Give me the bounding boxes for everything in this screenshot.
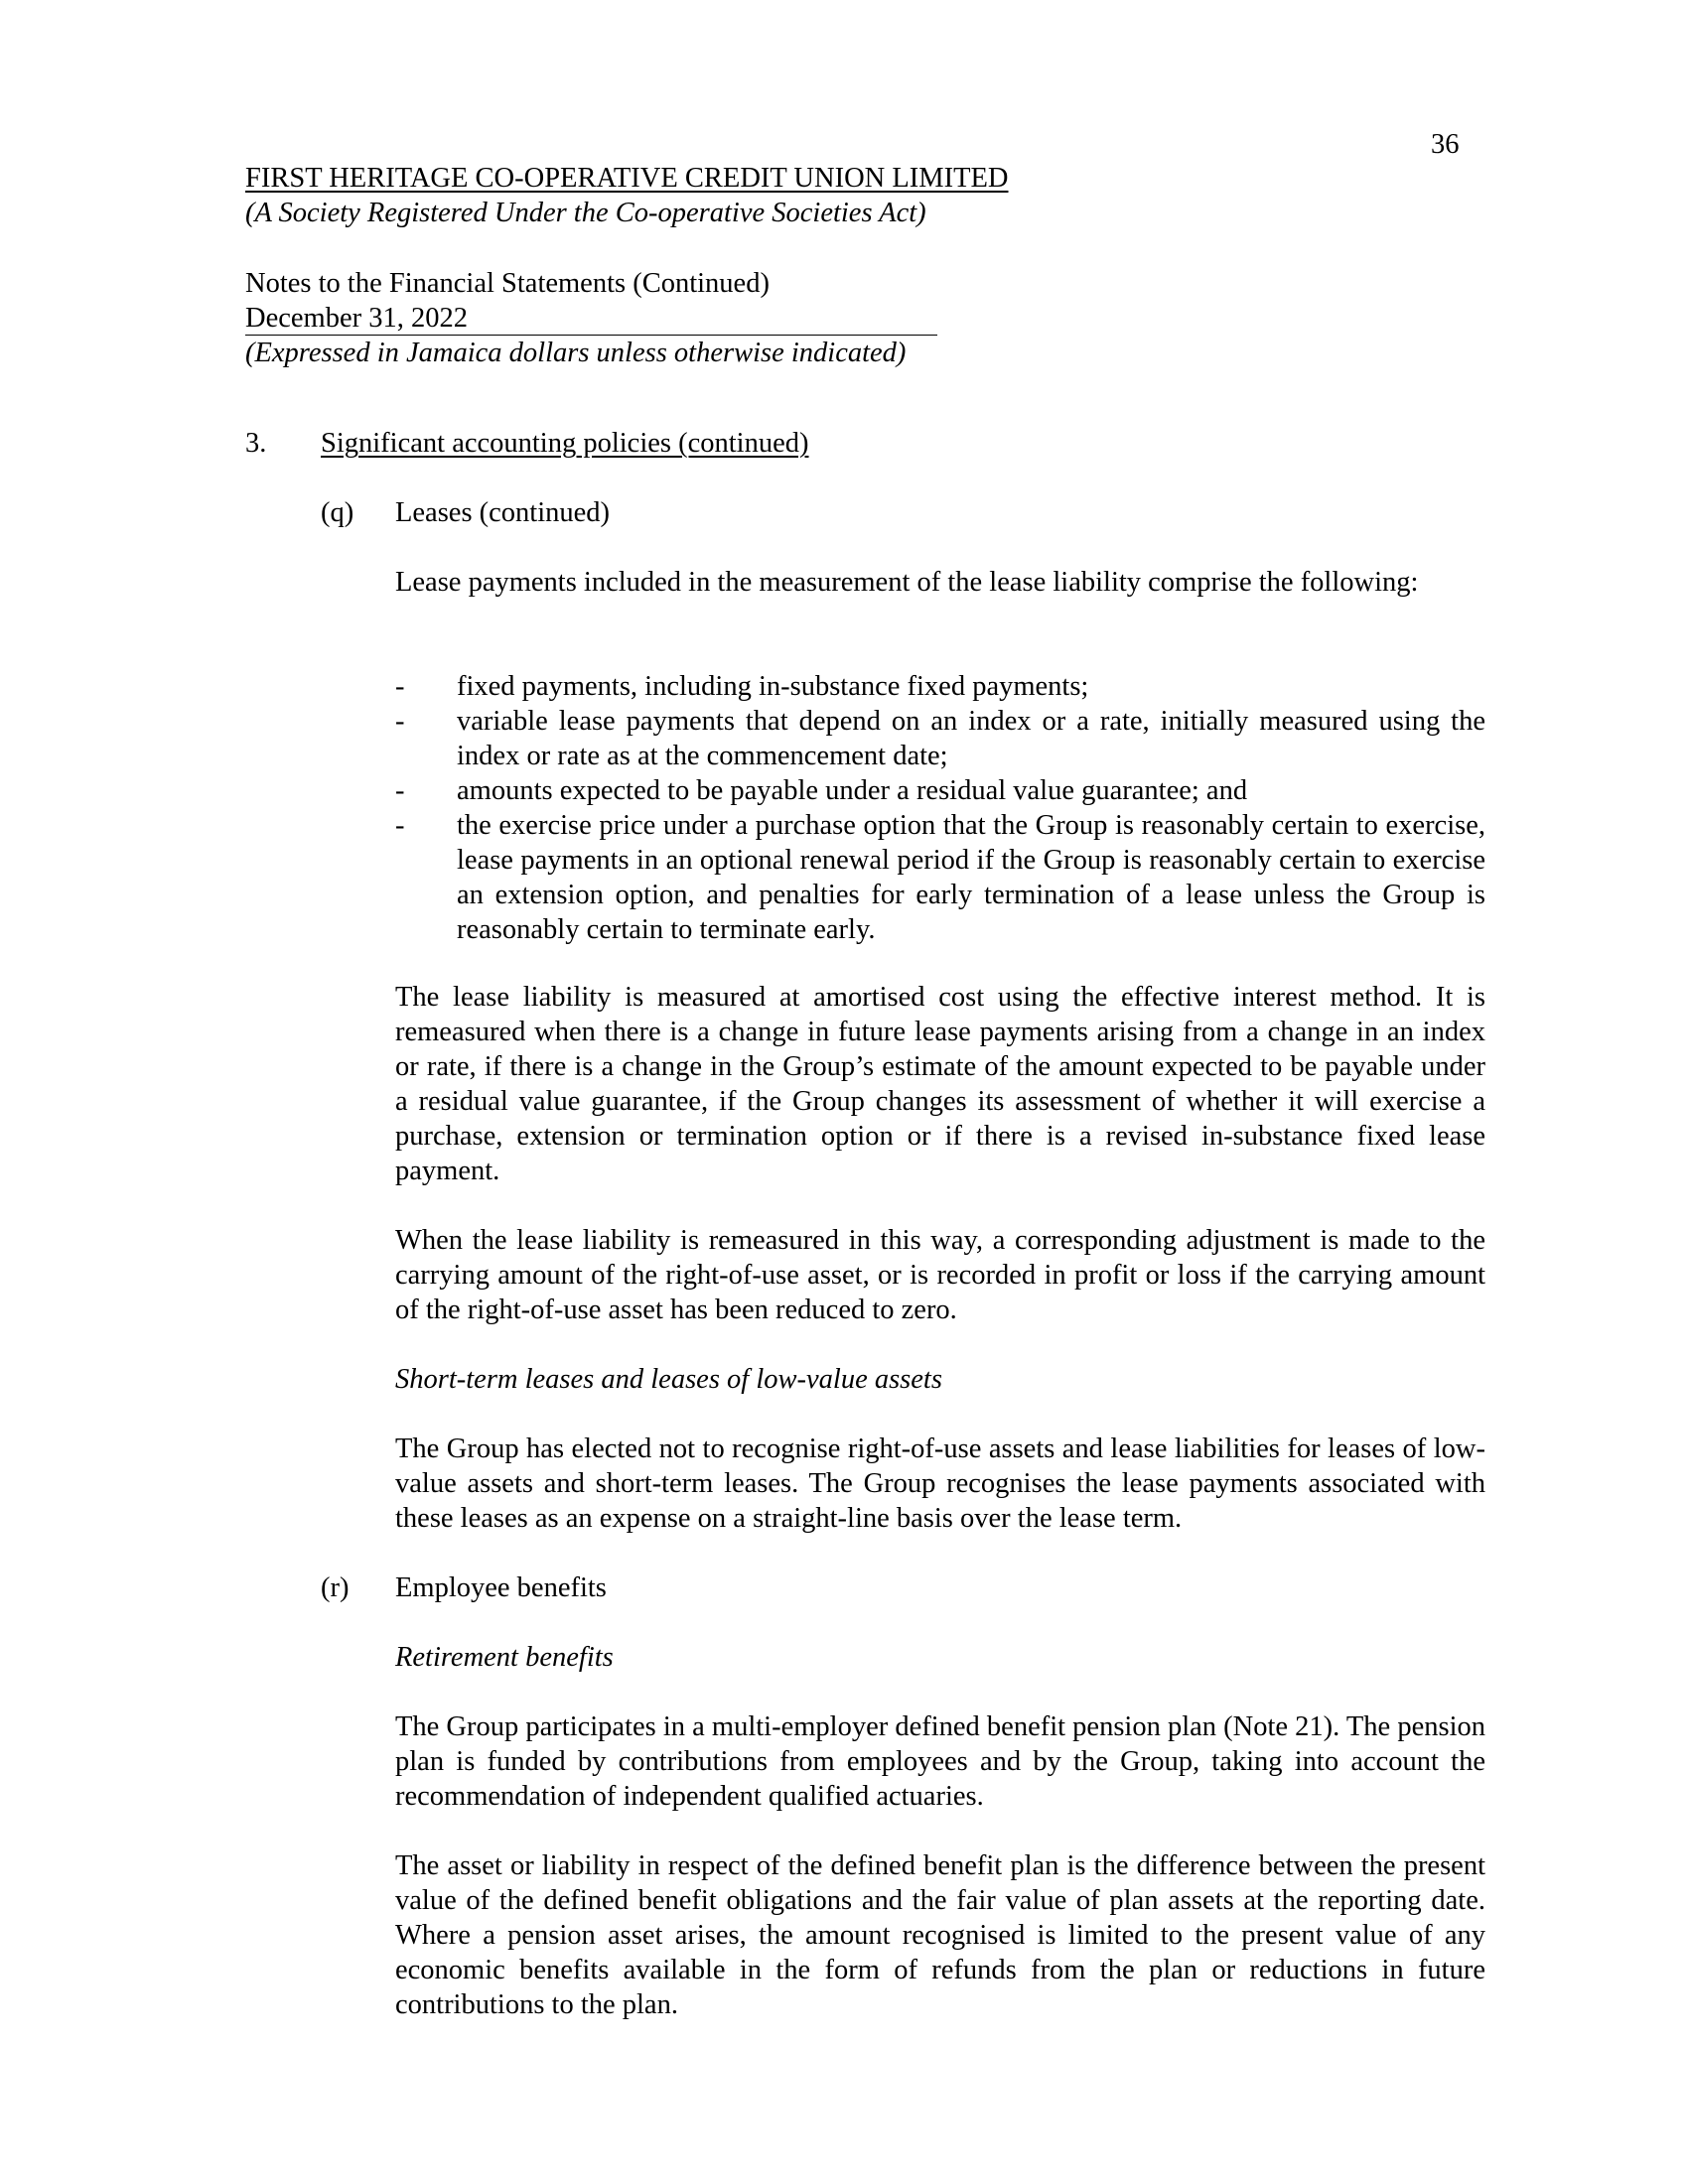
lease-measurement-paragraph bbox=[395, 980, 1485, 1188]
pension-plan-paragraph bbox=[395, 1709, 1485, 1814]
section-title: Significant accounting policies (continued) bbox=[321, 428, 809, 459]
section-number: 3. bbox=[245, 428, 267, 459]
list-item bbox=[395, 669, 1485, 704]
list-item-text: the exercise price under a purchase option that the Group is reasonably certain to exercise, lease payments in an optional renewal period if the Group is reasonably certain to exercise an extension option, and penalties for early termination of a lease unless the Group is reasonably certain to terminate early. bbox=[457, 810, 1485, 945]
bullet-marker: - bbox=[395, 671, 405, 702]
doc-title: Notes to the Financial Statements (Continued) bbox=[245, 268, 770, 299]
subsection-label-r: (r) bbox=[321, 1572, 350, 1603]
paragraph: The Group participates in a multi-employer defined benefit pension plan (Note 21). The pension plan is funded by contributions from employees and by the Group, taking into account the recommendation of independent qualified actuaries. bbox=[395, 1711, 1485, 1812]
list-item bbox=[395, 704, 1485, 773]
list-item bbox=[395, 773, 1485, 808]
retirement-benefits-heading: Retirement benefits bbox=[395, 1642, 614, 1673]
paragraph: The asset or liability in respect of the defined benefit plan is the difference between the present value of the defined benefit obligations and the fair value of plan assets at the reporting date. Where a pension asset arises, the amount recognised is limited to the present value of any economic benefits available in the form of refunds from the plan or reductions in future contributions to the plan. bbox=[395, 1850, 1485, 2020]
paragraph: Lease payments included in the measurement of the lease liability comprise the following: bbox=[395, 567, 1419, 598]
document-header bbox=[245, 161, 1009, 370]
short-term-leases-paragraph bbox=[395, 1432, 1485, 1536]
paragraph: The Group has elected not to recognise right-of-use assets and lease liabilities for leases of low-value assets and short-term leases. The Group recognises the lease payments associated with these leases as an expense on a straight-line basis over the lease term. bbox=[395, 1433, 1485, 1534]
bullet-marker: - bbox=[395, 810, 405, 841]
org-subtitle: (A Society Registered Under the Co-operative Societies Act) bbox=[245, 198, 926, 228]
defined-benefit-paragraph bbox=[395, 1848, 1485, 2022]
paragraph: When the lease liability is remeasured in this way, a corresponding adjustment is made to the carrying amount of the right-of-use asset, or is recorded in profit or loss if the carrying amount of the right-of-use asset has been reduced to zero. bbox=[395, 1225, 1485, 1325]
bullet-marker: - bbox=[395, 775, 405, 806]
subsection-title-employee-benefits: Employee benefits bbox=[395, 1572, 607, 1603]
list-item-text: fixed payments, including in-substance fixed payments; bbox=[457, 671, 1089, 702]
subsection-title-leases: Leases (continued) bbox=[395, 497, 611, 528]
list-item-text: variable lease payments that depend on an index or a rate, initially measured using the index or rate as at the commencement date; bbox=[457, 706, 1485, 771]
bullet-marker: - bbox=[395, 706, 405, 737]
subsection-label-q: (q) bbox=[321, 497, 354, 528]
page-number: 36 bbox=[1431, 129, 1460, 160]
list-item bbox=[395, 808, 1485, 947]
lease-remeasure-paragraph bbox=[395, 1223, 1485, 1327]
currency-note: (Expressed in Jamaica dollars unless otherwise indicated) bbox=[245, 338, 907, 368]
lease-payments-list bbox=[395, 669, 1485, 947]
short-term-leases-heading: Short-term leases and leases of low-value assets bbox=[395, 1364, 942, 1395]
lease-payments-intro bbox=[395, 565, 1485, 600]
statement-date: December 31, 2022 bbox=[245, 303, 937, 336]
paragraph: The lease liability is measured at amortised cost using the effective interest method. It is remeasured when there is a change in future lease payments arising from a change in an index or rate, if there is a change in the Group’s estimate of the amount expected to be payable under a residual value guarantee, if the Group changes its assessment of whether it will exercise a purchase, extension or termination option or if there is a revised in-substance fixed lease payment. bbox=[395, 982, 1485, 1186]
org-name: FIRST HERITAGE CO-OPERATIVE CREDIT UNION LIMITED bbox=[245, 163, 1009, 194]
list-item-text: amounts expected to be payable under a residual value guarantee; and bbox=[457, 775, 1248, 806]
